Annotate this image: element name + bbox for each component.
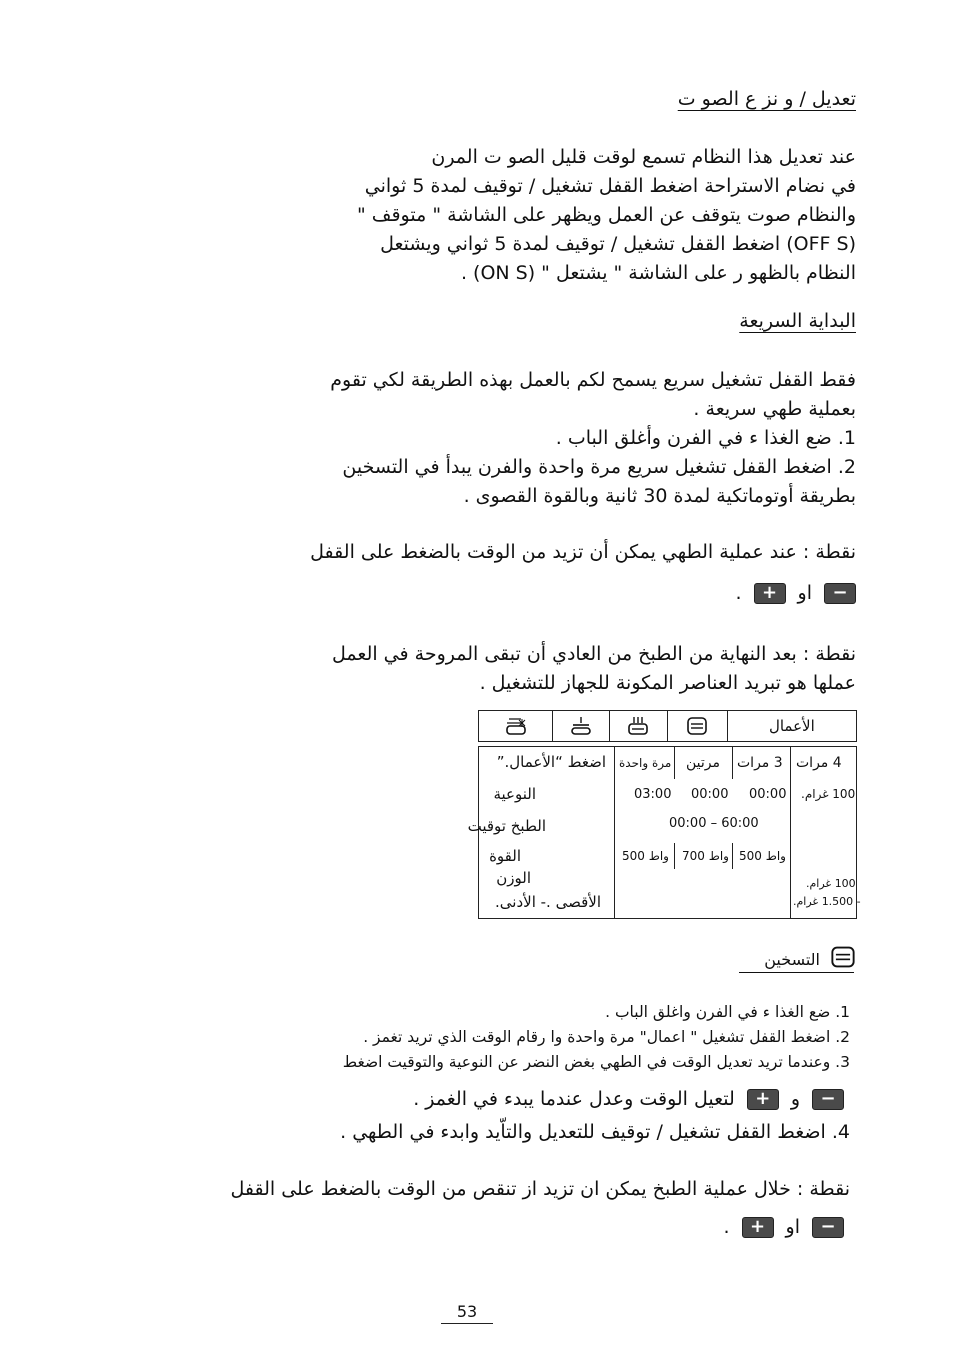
row-label-weight-range: الأقصى .- الأدنى. bbox=[495, 893, 601, 911]
text-line: عند تعديل هذا النظام تسمع لوقت قليل الصو ت المرن bbox=[431, 146, 856, 168]
power-value-2 bbox=[682, 849, 729, 863]
note-time-adjust bbox=[310, 538, 856, 567]
heading-underline bbox=[739, 972, 854, 973]
minus-button[interactable]: − bbox=[824, 583, 856, 604]
press-count-3: 3 مرات bbox=[737, 755, 783, 771]
text-line: 1. ضع الغذا ء في الفرن وأغلق الباب . bbox=[555, 427, 856, 449]
text-line: نقطة : بعد النهاية من الطبخ من العادي أن تبقى المروحة في العمل bbox=[332, 643, 856, 665]
note-fan bbox=[332, 640, 856, 698]
press-count-2: مرتين bbox=[686, 755, 721, 771]
power-unit: واط bbox=[648, 849, 669, 863]
quick-start-instructions bbox=[330, 366, 856, 511]
power-value-3 bbox=[739, 849, 786, 863]
plus-button[interactable]: + bbox=[754, 583, 786, 604]
heating-steps bbox=[343, 1000, 850, 1075]
text-line: والنظام صوت يتوقف عن العمل ويظهر على الشاشة " متوقف " bbox=[357, 204, 856, 226]
text-line: (OFF S) اضغط القفل تشغيل / توقيف لمدة 5 ثواني ويشتعل bbox=[380, 233, 856, 255]
note3-buttons bbox=[723, 1216, 844, 1238]
power-number: 500 bbox=[739, 849, 762, 863]
heating-step-4 bbox=[340, 1118, 850, 1147]
heat-icon bbox=[830, 945, 856, 969]
note-cooking-adjust bbox=[230, 1175, 850, 1204]
or-label: او bbox=[797, 582, 812, 604]
text-line: 1. ضع الغذا ء في الفرن واغلق الباب . bbox=[605, 1003, 850, 1021]
or-label: او bbox=[785, 1216, 800, 1238]
text-line: نقطة : خلال عملية الطبخ يمكن ان تزيد از تنقص من الوقت بالضغط على القفل bbox=[230, 1178, 850, 1200]
quality-value-3: 00:00 bbox=[749, 787, 787, 802]
text-line: 2. اضغط القفل تشغيل سريع مرة واحدة والفرن يبدأ في التسخين bbox=[342, 456, 856, 478]
plus-button[interactable]: + bbox=[742, 1217, 774, 1238]
text-line: 2. اضغط القفل تشغيل " اعمال" مرة واحدة وا رقام الوقت الذي تريد تغمز . bbox=[363, 1028, 850, 1046]
power-unit: واط bbox=[708, 849, 729, 863]
period: . bbox=[723, 1216, 730, 1238]
text-line: نقطة : عند عملية الطهي يمكن أن تزيد من الوقت بالضغط على القفل bbox=[310, 541, 856, 563]
row-label-power: القوة bbox=[489, 847, 521, 865]
cooking-time-range: 60:00 – 00:00 bbox=[669, 816, 759, 831]
row-label-quality: النوعية bbox=[493, 785, 536, 803]
quality-value-2: 00:00 bbox=[691, 787, 729, 802]
section-heading-heating: التسخين bbox=[764, 950, 820, 969]
text-line: لتعيل الوقت وعدل عندما يبدء في الغمز . bbox=[413, 1088, 735, 1110]
text-line: بعملية طهي سريعة . bbox=[693, 398, 856, 420]
functions-table-header bbox=[478, 710, 857, 742]
adjust-time-row bbox=[413, 1088, 844, 1110]
heating-heading bbox=[764, 945, 856, 969]
and-label: و bbox=[790, 1088, 800, 1110]
page-number: 53 bbox=[441, 1302, 493, 1324]
functions-table bbox=[467, 746, 861, 919]
text-line: فقط القفل تشغيل سريع يسمح لكم بالعمل بهذه الطريقة لكي تقوم bbox=[330, 369, 856, 391]
press-count-4: 4 مرات bbox=[796, 755, 842, 771]
defrost-icon bbox=[479, 711, 552, 741]
text-line: بطريقة أوتوماتكية لمدة 30 ثانية وبالقوة القصوى . bbox=[463, 485, 856, 507]
quality-value-4: 100 غرام. bbox=[801, 787, 856, 801]
note1-buttons bbox=[735, 582, 856, 604]
heat-icon bbox=[667, 711, 727, 741]
text-line: النظام بالظهو ر على الشاشة " يشتعل " (ON S) . bbox=[460, 262, 856, 284]
text-line: عملها هو تبريد العناصر المكونة للجهاز للتشغيل . bbox=[479, 672, 856, 694]
power-number: 500 bbox=[622, 849, 645, 863]
section-heading-quick-start: البداية السريعة bbox=[739, 310, 856, 332]
header-functions-label: الأعمال bbox=[727, 711, 856, 741]
row-label-press: اضغط “الأعمال.” bbox=[496, 753, 606, 771]
minus-button[interactable]: − bbox=[812, 1217, 844, 1238]
text-line: في نضام الاستراحة اضغط القفل تشغيل / توقيف لمدة 5 ثواني bbox=[364, 175, 856, 197]
minus-button[interactable]: − bbox=[812, 1089, 844, 1110]
weight-max: - 1.500 غرام. bbox=[793, 895, 861, 908]
plus-button[interactable]: + bbox=[747, 1089, 779, 1110]
text-line: 3. وعندما تريد تعديل الوقت في الطهي بغض النضر عن النوعية والتوقيت اضغط bbox=[342, 1053, 850, 1071]
power-unit: واط bbox=[765, 849, 786, 863]
weight-min: 100 غرام. bbox=[806, 877, 856, 890]
text-line: 4. اضغط القفل تشغيل / توقيف للتعديل والتاّيد وابدء في الطهي . bbox=[340, 1121, 850, 1143]
period: . bbox=[735, 582, 742, 604]
power-number: 700 bbox=[682, 849, 705, 863]
section-heading-adjust-sound: تعديل / و نز ع الصو ت bbox=[677, 88, 856, 110]
sound-instructions bbox=[357, 143, 856, 288]
grill-icon bbox=[609, 711, 666, 741]
row-label-time: الطبخ توقيت bbox=[467, 817, 546, 835]
press-count-1: مرة واحدة bbox=[619, 756, 672, 770]
row-label-weight: الوزن bbox=[496, 869, 531, 887]
power-value-1 bbox=[622, 849, 669, 863]
quality-value-1: 03:00 bbox=[634, 787, 672, 802]
combo-icon bbox=[552, 711, 609, 741]
